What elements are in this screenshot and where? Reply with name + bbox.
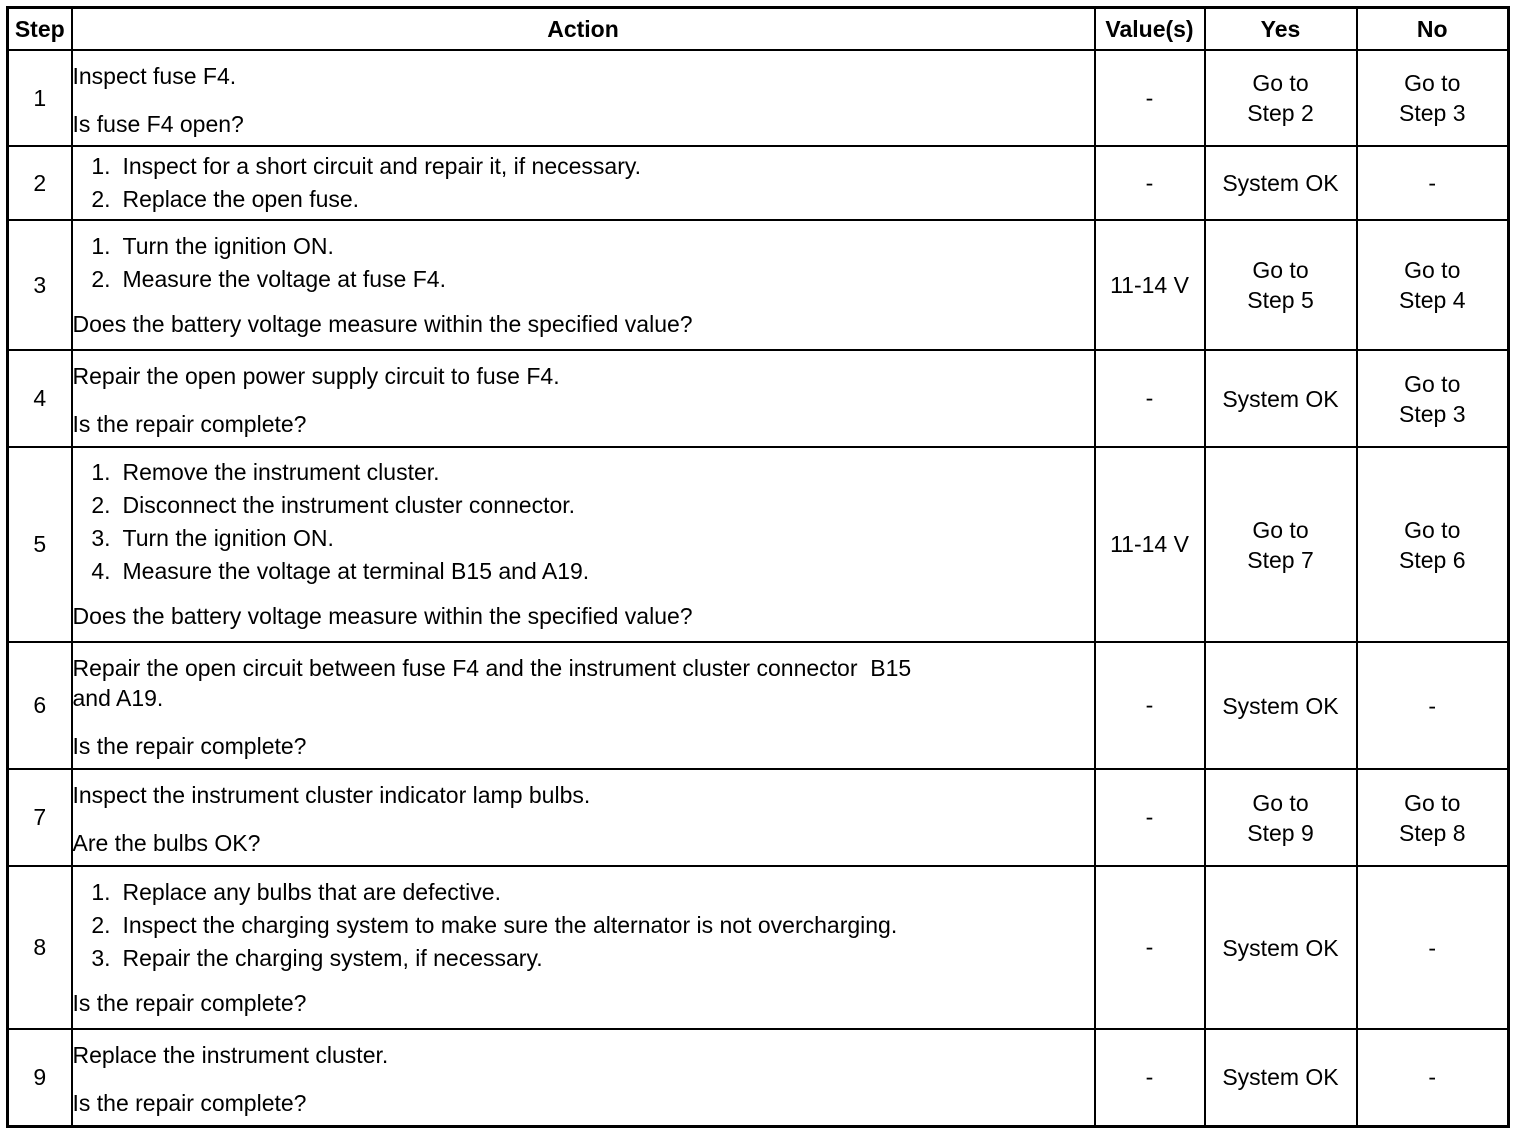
yes-cell (1205, 642, 1357, 769)
header-action: Action (72, 8, 1095, 51)
list-item-number: 1. (91, 878, 111, 905)
no-outcome-text: Go to (1404, 70, 1461, 96)
header-values: Value(s) (1095, 8, 1205, 51)
table-row (8, 769, 1509, 866)
action-question: Is the repair complete? (72, 989, 307, 1016)
list-item-text: Inspect for a short circuit and repair it, if necessary. (122, 153, 642, 179)
list-item-text: Measure the voltage at fuse F4. (122, 265, 446, 292)
no-cell (1357, 220, 1509, 350)
value-cell: 11-14 V (1095, 447, 1205, 642)
action-question: Is the repair complete? (72, 733, 307, 759)
action-question: Is the repair complete? (72, 411, 307, 437)
step-number: 6 (8, 642, 72, 769)
action-question: Does the battery voltage measure within the specified value? (72, 603, 693, 629)
list-item (73, 265, 1094, 292)
list-item (73, 527, 1094, 550)
yes-outcome-text: Go to (1252, 257, 1309, 283)
no-cell (1357, 447, 1509, 642)
no-cell (1357, 50, 1509, 146)
list-item-text: Replace any bulbs that are defective. (122, 878, 501, 905)
yes-outcome-text: Go to (1252, 516, 1309, 543)
list-item-number: 2. (91, 492, 111, 518)
yes-outcome-text: Step 5 (1247, 287, 1314, 313)
spacer (73, 1070, 1094, 1092)
yes-cell (1205, 220, 1357, 350)
action-cell (72, 1029, 1095, 1126)
list-item-text: Replace the open fuse. (122, 186, 360, 212)
no-outcome-text: Step 4 (1399, 287, 1466, 313)
action-instruction: Inspect the instrument cluster indicator lamp bulbs. (72, 782, 591, 808)
list-item-text: Repair the charging system, if necessary. (122, 944, 543, 971)
table-body (8, 50, 1509, 1126)
yes-cell (1205, 447, 1357, 642)
no-cell (1357, 642, 1509, 769)
step-number: 4 (8, 350, 72, 447)
yes-outcome-text: System OK (1222, 170, 1339, 196)
value-cell: - (1095, 769, 1205, 866)
no-outcome-text: Step 8 (1399, 819, 1466, 846)
diagnostic-table (6, 6, 1510, 1128)
list-item-text: Inspect the charging system to make sure the alternator is not overcharging. (122, 911, 898, 938)
no-cell (1357, 1029, 1509, 1126)
no-cell (1357, 146, 1509, 220)
yes-outcome-text: System OK (1222, 385, 1339, 412)
yes-outcome-text: Go to (1252, 789, 1309, 816)
action-cell (72, 220, 1095, 350)
action-cell (72, 642, 1095, 769)
spacer (73, 391, 1094, 413)
header-yes: Yes (1205, 8, 1357, 51)
list-item-number: 2. (91, 186, 111, 212)
list-item (73, 911, 1094, 938)
yes-outcome-text: System OK (1222, 692, 1339, 719)
step-number: 5 (8, 447, 72, 642)
action-cell (72, 866, 1095, 1029)
yes-cell (1205, 769, 1357, 866)
action-cell (72, 350, 1095, 447)
list-item-text: Disconnect the instrument cluster connector. (122, 492, 576, 518)
header-no: No (1357, 8, 1509, 51)
yes-outcome-text: Step 7 (1247, 546, 1314, 573)
action-question: Are the bulbs OK? (72, 830, 261, 856)
action-cell (72, 769, 1095, 866)
no-outcome-text: - (1428, 934, 1437, 961)
list-item-number: 2. (91, 265, 111, 292)
table-row (8, 146, 1509, 220)
yes-outcome-text: Step 2 (1247, 100, 1314, 126)
value-cell: - (1095, 1029, 1205, 1126)
no-outcome-text: Step 6 (1399, 546, 1466, 573)
list-item (73, 878, 1094, 905)
list-item-text: Remove the instrument cluster. (122, 459, 440, 485)
action-steps-list (73, 232, 1094, 292)
action-question: Does the battery voltage measure within the specified value? (72, 310, 693, 337)
value-cell: - (1095, 146, 1205, 220)
list-item (73, 188, 1094, 211)
list-item (73, 461, 1094, 484)
yes-outcome-text: Step 9 (1247, 819, 1314, 846)
no-outcome-text: Go to (1404, 789, 1461, 816)
spacer (73, 91, 1094, 113)
value-cell: - (1095, 642, 1205, 769)
yes-outcome-text: Go to (1252, 70, 1309, 96)
table-row (8, 642, 1509, 769)
action-steps-list (73, 461, 1094, 583)
value-cell: - (1095, 50, 1205, 146)
no-outcome-text: Go to (1404, 370, 1461, 397)
value-cell: - (1095, 866, 1205, 1029)
list-item (73, 560, 1094, 583)
action-question: Is the repair complete? (72, 1089, 307, 1116)
step-number: 7 (8, 769, 72, 866)
action-cell (72, 447, 1095, 642)
list-item-number: 2. (91, 911, 111, 938)
no-outcome-text: Go to (1404, 257, 1461, 283)
list-item (73, 232, 1094, 259)
step-number: 8 (8, 866, 72, 1029)
header-row (8, 8, 1509, 51)
yes-outcome-text: System OK (1222, 1064, 1339, 1091)
list-item-number: 1. (91, 232, 111, 259)
list-item-number: 1. (91, 153, 111, 179)
no-outcome-text: Step 3 (1399, 100, 1466, 126)
list-item (73, 944, 1094, 971)
no-outcome-text: Step 3 (1399, 400, 1466, 427)
step-number: 9 (8, 1029, 72, 1126)
no-cell (1357, 769, 1509, 866)
spacer (73, 810, 1094, 832)
yes-cell (1205, 1029, 1357, 1126)
action-steps-list (73, 878, 1094, 971)
yes-cell (1205, 350, 1357, 447)
no-outcome-text: - (1428, 692, 1437, 719)
action-instruction: Repair the open circuit between fuse F4 and the instrument cluster connector B15 and A19. (72, 655, 912, 711)
no-outcome-text: Go to (1404, 516, 1461, 543)
action-cell (72, 146, 1095, 220)
yes-cell (1205, 866, 1357, 1029)
table-row (8, 50, 1509, 146)
no-outcome-text: - (1428, 170, 1437, 196)
spacer (73, 291, 1094, 313)
table-row (8, 866, 1509, 1029)
step-number: 3 (8, 220, 72, 350)
value-cell: 11-14 V (1095, 220, 1205, 350)
spacer (73, 713, 1094, 735)
yes-outcome-text: System OK (1222, 934, 1339, 961)
value-cell: - (1095, 350, 1205, 447)
list-item (73, 494, 1094, 517)
spacer (73, 970, 1094, 992)
list-item-number: 3. (91, 944, 111, 971)
list-item-number: 4. (91, 558, 111, 584)
list-item-text: Measure the voltage at terminal B15 and A19. (122, 558, 590, 584)
no-cell (1357, 866, 1509, 1029)
list-item (73, 155, 1094, 178)
yes-cell (1205, 146, 1357, 220)
action-instruction: Replace the instrument cluster. (72, 1041, 389, 1068)
table-row (8, 447, 1509, 642)
action-cell (72, 50, 1095, 146)
no-outcome-text: - (1428, 1064, 1437, 1091)
action-instruction: Inspect fuse F4. (72, 62, 237, 89)
list-item-number: 3. (91, 525, 111, 551)
header-step: Step (8, 8, 72, 51)
spacer (73, 583, 1094, 605)
action-question: Is fuse F4 open? (72, 110, 244, 137)
table-row (8, 350, 1509, 447)
table-row (8, 1029, 1509, 1126)
action-instruction: Repair the open power supply circuit to fuse F4. (72, 363, 560, 389)
list-item-number: 1. (91, 459, 111, 485)
step-number: 2 (8, 146, 72, 220)
table-row (8, 220, 1509, 350)
no-cell (1357, 350, 1509, 447)
step-number: 1 (8, 50, 72, 146)
list-item-text: Turn the ignition ON. (122, 525, 334, 551)
action-steps-list (73, 155, 1094, 211)
list-item-text: Turn the ignition ON. (122, 232, 334, 259)
yes-cell (1205, 50, 1357, 146)
